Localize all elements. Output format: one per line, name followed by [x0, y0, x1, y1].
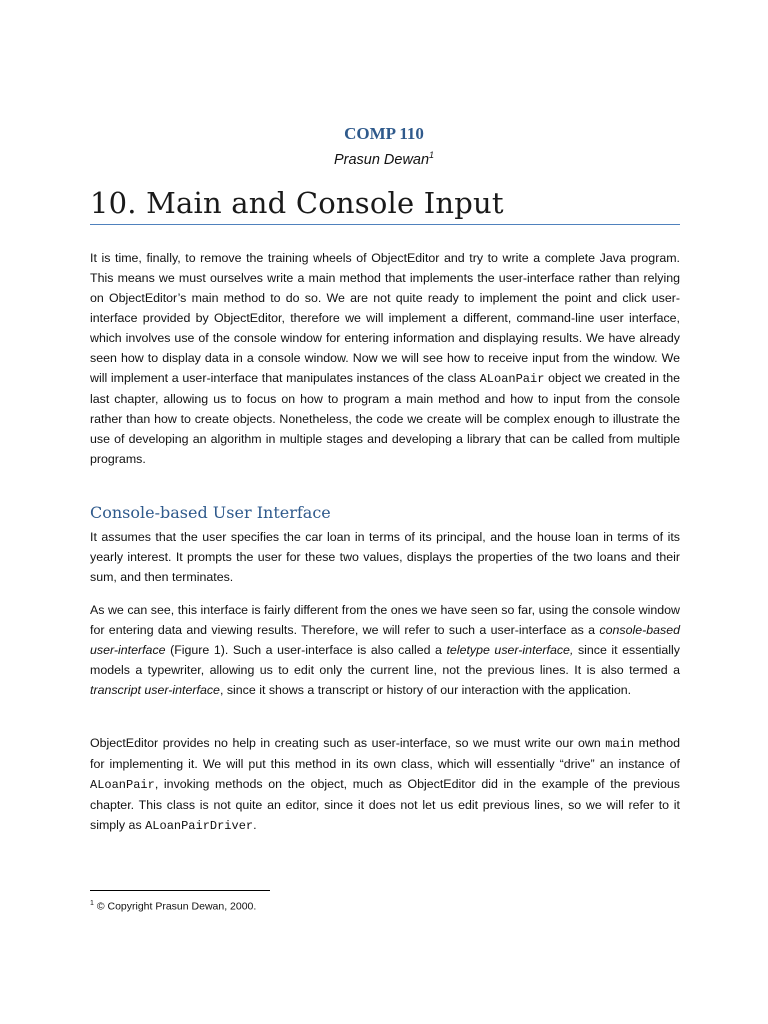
intro-code-aloanpair: ALoanPair [479, 372, 545, 386]
section-paragraph-3 [90, 733, 680, 836]
footnote-mark: 1 [90, 900, 94, 907]
section-paragraph-1: It assumes that the user specifies the car loan in terms of its principal, and the house loan in terms of its yearly interest. It prompts the user for these two values, displays the properties of the two loans and their sum, and then terminates. [90, 530, 680, 584]
intro-text-1: It is time, finally, to remove the training wheels of ObjectEditor and try to write a complete Java program. This means we must ourselves write a main method that implements the user-interface rather than relying on ObjectEditor’s main method to do so. We are not quite ready to implement the point and click user-interface provided by ObjectEditor, therefore we will implement a different, command-line user interface, which involves use of the console window for entering information and displaying results. We have already seen how to display data in a console window. Now we will see how to receive input from the window. We will implement a user-interface that manipulates instances of the class [90, 251, 680, 385]
p2-term-console-based: console-based user-interface [90, 623, 680, 657]
p2-term-teletype: teletype user-interface, [446, 643, 574, 657]
p3-text-1: ObjectEditor provides no help in creating such as user-interface, so we must write our own [90, 736, 606, 750]
chapter-title: 10. Main and Console Input [90, 186, 680, 225]
footnote-text: © Copyright Prasun Dewan, 2000. [96, 900, 257, 913]
footnote [90, 900, 680, 913]
p3-text-2: method for implementing it. We will put this method in its own class, which will essentially “drive” an instance of [90, 736, 680, 771]
footnote-divider [90, 890, 270, 891]
p2-text-3: since it essentially models a typewriter, allowing us to edit only the current line, not the previous lines. It is also termed a [90, 643, 681, 677]
p3-code-main: main [605, 737, 635, 751]
author-footnote-mark[interactable]: 1 [429, 150, 435, 160]
p2-term-transcript: transcript user-interface [90, 683, 220, 697]
section-paragraph-2 [90, 600, 680, 700]
p3-code-aloanpair: ALoanPair [90, 778, 155, 792]
p2-text-2: (Figure 1). Such a user-interface is also called a [165, 643, 447, 657]
intro-paragraph [90, 248, 680, 469]
p3-code-driver: ALoanPairDriver [145, 819, 254, 833]
p2-text-4: , since it shows a transcript or history of our interaction with the application. [219, 683, 632, 697]
section-heading: Console-based User Interface [90, 503, 331, 522]
intro-text-2: object we created in the last chapter, allowing us to focus on how to program a main method and how to input from the console rather than how to create objects. Nonetheless, the code we create will be complex enough to illustrate the use of developing an algorithm in multiple stages and developing a library that can be called from multiple programs. [90, 371, 680, 466]
author-name: Prasun Dewan [333, 151, 430, 168]
author-line [0, 150, 768, 168]
p3-text-3: , invoking methods on the object, much as ObjectEditor did in the example of the previous chapter. This class is not quite an editor, since it does not let us edit previous lines, so we will refer to it simply as [90, 777, 680, 832]
p2-text-1: As we can see, this interface is fairly different from the ones we have seen so far, using the console window for entering data and viewing results. Therefore, we will refer to such a user-interface as a [90, 603, 680, 637]
p3-text-4: . [253, 818, 257, 832]
course-code: COMP 110 [344, 124, 424, 143]
